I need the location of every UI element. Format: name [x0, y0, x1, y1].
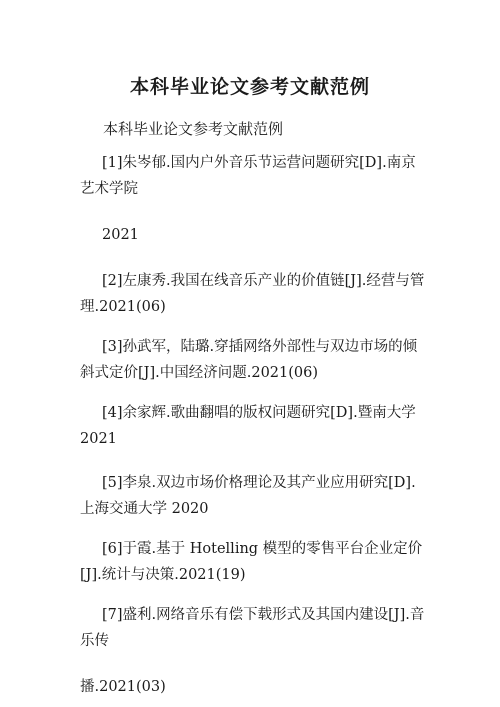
reference-item: [5]李泉.双边市场价格理论及其产业应用研究[D].上海交通大学 2020 — [80, 475, 416, 517]
reference-item: [4]余家辉.歌曲翻唱的版权问题研究[D].暨南大学 2021 — [80, 405, 416, 447]
reference-item: [6]于霞.基于 Hotelling 模型的零售平台企业定价[J].统计与决策.2021(19) — [80, 541, 423, 583]
reference-item: [1]朱岑郁.国内户外音乐节运营问题研究[D].南京艺术学院 — [80, 155, 416, 197]
reference-item: [3]孙武军，陆璐.穿插网络外部性与双边市场的倾斜式定价[J].中国经济问题.2021(06) — [80, 339, 418, 381]
reference-item: [7]盛利.网络音乐有偿下载形式及其国内建设[J].音乐传 — [80, 607, 425, 649]
reference-item: 播.2021(03) — [80, 679, 166, 695]
document-subtitle: 本科毕业论文参考文献范例 — [103, 120, 284, 138]
document-title: 本科毕业论文参考文献范例 — [129, 76, 370, 98]
reference-item: [2]左康秀.我国在线音乐产业的价值链[J].经营与管理.2021(06) — [80, 273, 425, 315]
reference-item: 2021 — [102, 227, 139, 243]
reference-list — [80, 150, 425, 700]
